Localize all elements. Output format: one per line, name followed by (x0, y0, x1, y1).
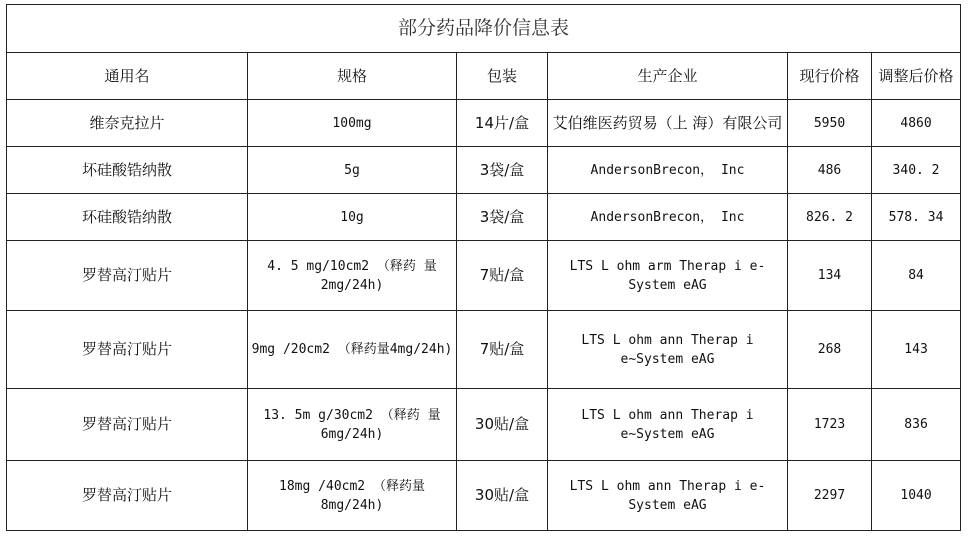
cell-generic-name: 坏硅酸锆纳散 (7, 147, 248, 194)
table-row (7, 311, 961, 389)
cell-generic-name: 罗替高汀贴片 (7, 311, 248, 389)
table-row (7, 461, 961, 531)
cell-adjusted-price: 836 (872, 389, 961, 461)
cell-spec: 9mg /20cm2 （释药量4mg/24h) (248, 311, 457, 389)
header-current-price: 现行价格 (788, 53, 872, 100)
price-table-sheet (6, 4, 960, 530)
cell-manufacturer: LTS L ohm ann Therap i e~System eAG (548, 389, 788, 461)
table-row (7, 389, 961, 461)
cell-package: 30贴/盒 (457, 389, 548, 461)
cell-spec: 5g (248, 147, 457, 194)
header-adjusted-price: 调整后价格 (872, 53, 961, 100)
header-spec: 规格 (248, 53, 457, 100)
cell-adjusted-price: 340. 2 (872, 147, 961, 194)
cell-adjusted-price: 4860 (872, 100, 961, 147)
drug-price-table (6, 4, 961, 531)
table-row (7, 147, 961, 194)
table-title: 部分药品降价信息表 (7, 5, 961, 53)
cell-current-price: 5950 (788, 100, 872, 147)
cell-package: 3袋/盒 (457, 147, 548, 194)
cell-package: 14片/盒 (457, 100, 548, 147)
cell-current-price: 268 (788, 311, 872, 389)
table-row (7, 100, 961, 147)
cell-spec: 18mg /40cm2 （释药量8mg/24h) (248, 461, 457, 531)
header-manufacturer: 生产企业 (548, 53, 788, 100)
table-row (7, 241, 961, 311)
cell-adjusted-price: 84 (872, 241, 961, 311)
cell-generic-name: 罗替高汀贴片 (7, 389, 248, 461)
cell-spec: 10g (248, 194, 457, 241)
cell-manufacturer: LTS L ohm arm Therap i e-System eAG (548, 241, 788, 311)
cell-generic-name: 环硅酸锆纳散 (7, 194, 248, 241)
cell-adjusted-price: 143 (872, 311, 961, 389)
cell-package: 30贴/盒 (457, 461, 548, 531)
cell-manufacturer: AndersonBrecon， Inc (548, 147, 788, 194)
cell-package: 3袋/盒 (457, 194, 548, 241)
cell-manufacturer: 艾伯维医药贸易（上 海）有限公司 (548, 100, 788, 147)
cell-manufacturer: LTS L ohm ann Therap i e~System eAG (548, 311, 788, 389)
header-row (7, 53, 961, 100)
cell-spec: 4. 5 mg/10cm2 （释药 量2mg/24h) (248, 241, 457, 311)
header-generic-name: 通用名 (7, 53, 248, 100)
cell-spec: 100mg (248, 100, 457, 147)
table-row (7, 194, 961, 241)
cell-current-price: 1723 (788, 389, 872, 461)
cell-current-price: 2297 (788, 461, 872, 531)
header-package: 包装 (457, 53, 548, 100)
cell-package: 7贴/盒 (457, 311, 548, 389)
cell-spec: 13. 5m g/30cm2 （释药 量6mg/24h) (248, 389, 457, 461)
cell-adjusted-price: 578. 34 (872, 194, 961, 241)
cell-package: 7贴/盒 (457, 241, 548, 311)
cell-generic-name: 罗替高汀贴片 (7, 241, 248, 311)
cell-current-price: 134 (788, 241, 872, 311)
cell-current-price: 486 (788, 147, 872, 194)
cell-manufacturer: LTS L ohm ann Therap i e-System eAG (548, 461, 788, 531)
cell-manufacturer: AndersonBrecon， Inc (548, 194, 788, 241)
cell-adjusted-price: 1040 (872, 461, 961, 531)
cell-generic-name: 维奈克拉片 (7, 100, 248, 147)
cell-current-price: 826. 2 (788, 194, 872, 241)
title-row (7, 5, 961, 53)
cell-generic-name: 罗替高汀贴片 (7, 461, 248, 531)
